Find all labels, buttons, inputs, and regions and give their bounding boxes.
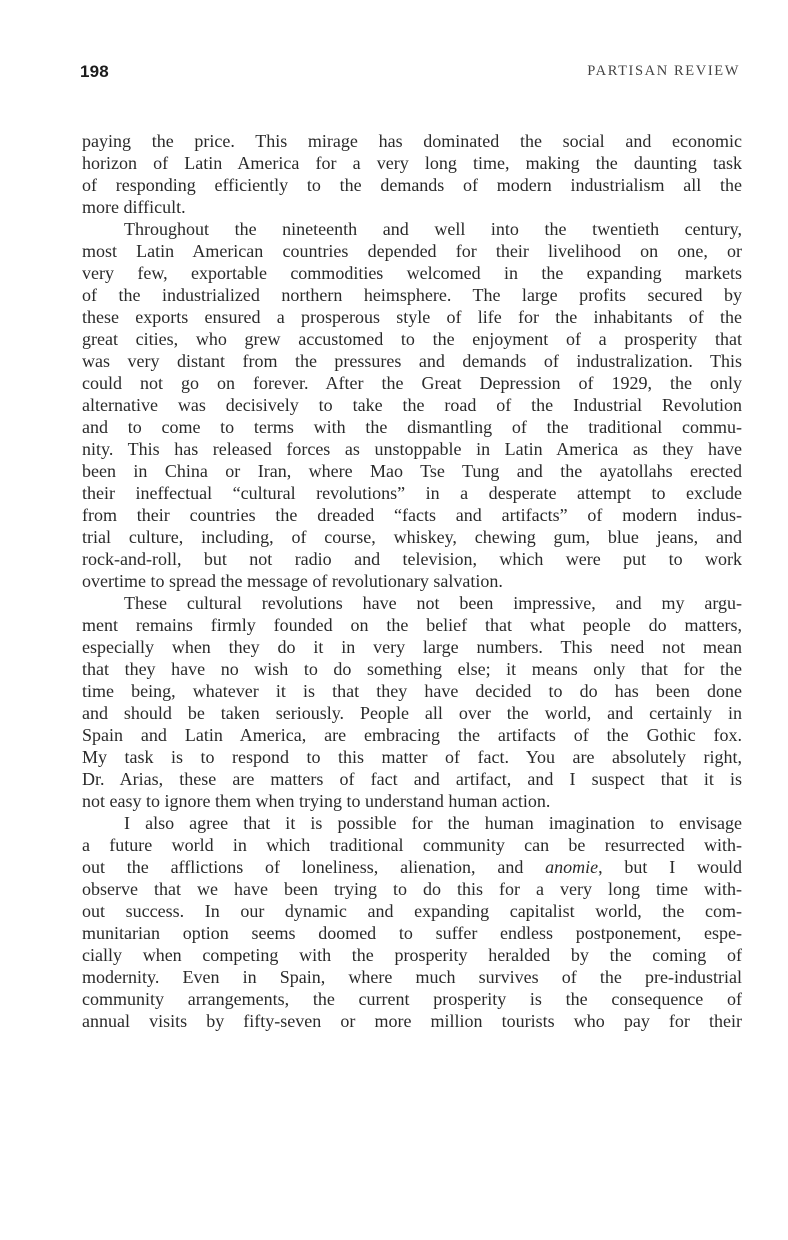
page-number: 198 bbox=[80, 62, 109, 81]
text-line: Dr. Arias, these are matters of fact and artifact, and I suspect that it is bbox=[82, 769, 742, 789]
text-line: observe that we have been trying to do this for a very long time with- bbox=[82, 879, 742, 899]
text-line: modernity. Even in Spain, where much survives of the pre-industrial bbox=[82, 967, 742, 987]
text-line: time being, whatever it is that they have decided to do has been done bbox=[82, 681, 742, 701]
running-head bbox=[80, 62, 740, 86]
text-line: nity. This has released forces as unstoppable in Latin America as they have bbox=[82, 439, 742, 459]
text-line: especially when they do it in very large numbers. This need not mean bbox=[82, 637, 742, 657]
text-line: alternative was decisively to take the road of the Industrial Revolution bbox=[82, 395, 742, 415]
text-line: was very distant from the pressures and demands of industralization. This bbox=[82, 351, 742, 371]
paragraph bbox=[82, 130, 742, 218]
body-text bbox=[82, 130, 742, 1032]
text-line: could not go on forever. After the Great Depression of 1929, the only bbox=[82, 373, 742, 393]
text-line: these exports ensured a prosperous style of life for the inhabitants of the bbox=[82, 307, 742, 327]
text-line: cially when competing with the prosperity heralded by the coming of bbox=[82, 945, 742, 965]
text-line: and should be taken seriously. People all over the world, and certainly in bbox=[82, 703, 742, 723]
text-line: from their countries the dreaded “facts and artifacts” of modern indus- bbox=[82, 505, 742, 525]
text-line: munitarian option seems doomed to suffer endless postponement, espe- bbox=[82, 923, 742, 943]
text-line: Throughout the nineteenth and well into the twentieth century, bbox=[124, 219, 742, 239]
text-line: rock-and-roll, but not radio and television, which were put to work bbox=[82, 549, 742, 569]
text-line: trial culture, including, of course, whiskey, chewing gum, blue jeans, and bbox=[82, 527, 742, 547]
text-line: horizon of Latin America for a very long time, making the daunting task bbox=[82, 153, 742, 173]
paragraph bbox=[82, 812, 742, 1032]
text-line: My task is to respond to this matter of fact. You are absolutely right, bbox=[82, 747, 742, 767]
text-line: of responding efficiently to the demands of modern industrialism all the bbox=[82, 175, 742, 195]
text-line: Spain and Latin America, are embracing the artifacts of the Gothic fox. bbox=[82, 725, 742, 745]
text-line: of the industrialized northern heimsphere. The large profits secured by bbox=[82, 285, 742, 305]
paragraph bbox=[82, 592, 742, 812]
text-line: been in China or Iran, where Mao Tse Tung and the ayatollahs erected bbox=[82, 461, 742, 481]
text-line: These cultural revolutions have not been impressive, and my argu- bbox=[124, 593, 742, 613]
text-line: I also agree that it is possible for the human imagination to envisage bbox=[124, 813, 742, 833]
text-line: community arrangements, the current prosperity is the consequence of bbox=[82, 989, 742, 1009]
text-line: annual visits by fifty-seven or more million tourists who pay for their bbox=[82, 1011, 742, 1031]
text-line: out the afflictions of loneliness, alienation, and anomie, but I would bbox=[82, 857, 742, 877]
text-line: that they have no wish to do something else; it means only that for the bbox=[82, 659, 742, 679]
text-line: ment remains firmly founded on the belief that what people do matters, bbox=[82, 615, 742, 635]
text-line: most Latin American countries depended for their livelihood on one, or bbox=[82, 241, 742, 261]
journal-title: PARTISAN REVIEW bbox=[587, 63, 740, 79]
text-line: more difficult. bbox=[82, 197, 186, 217]
text-line: not easy to ignore them when trying to understand human action. bbox=[82, 791, 551, 811]
text-line: very few, exportable commodities welcomed in the expanding markets bbox=[82, 263, 742, 283]
text-line: and to come to terms with the dismantling of the traditional commu- bbox=[82, 417, 742, 437]
text-line: a future world in which traditional community can be resurrected with- bbox=[82, 835, 742, 855]
text-line: their ineffectual “cultural revolutions” in a desperate attempt to exclude bbox=[82, 483, 742, 503]
text-line: overtime to spread the message of revolutionary salvation. bbox=[82, 571, 503, 591]
paragraph bbox=[82, 218, 742, 592]
text-line: paying the price. This mirage has dominated the social and economic bbox=[82, 131, 742, 151]
text-line: out success. In our dynamic and expanding capitalist world, the com- bbox=[82, 901, 742, 921]
text-line: great cities, who grew accustomed to the enjoyment of a prosperity that bbox=[82, 329, 742, 349]
